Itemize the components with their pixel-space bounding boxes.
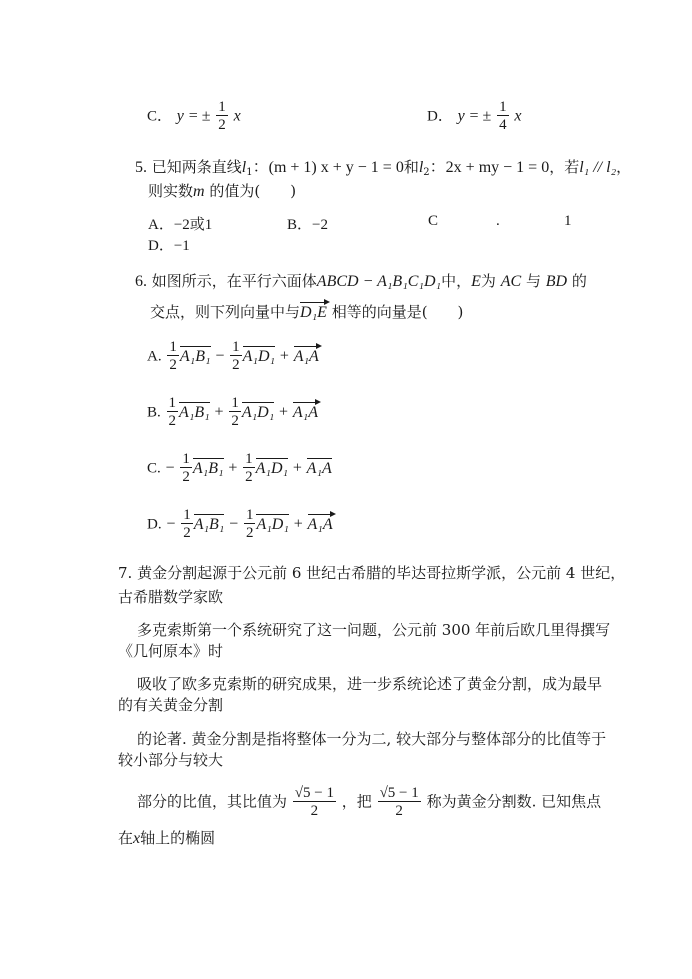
paragraph-text: ，把 — [341, 792, 372, 811]
vector: A₁B₁ — [179, 403, 210, 421]
math-var: x — [514, 107, 522, 125]
fraction: $\frac{1}{4}$ — [499, 99, 507, 133]
math-var: l — [241, 159, 247, 176]
question-text: 为 — [480, 272, 496, 290]
sign: + — [228, 459, 238, 477]
vector: A₁B₁ — [179, 347, 211, 365]
vector: A₁B₁ — [193, 515, 225, 533]
option-label: D． — [427, 108, 453, 125]
math-op: = ± — [188, 107, 211, 125]
question-text: 和 — [403, 158, 419, 176]
math-var: y — [176, 107, 184, 125]
math-var: x — [133, 830, 141, 847]
question-text: 中， — [441, 272, 472, 290]
q6-stem-line1 — [135, 270, 587, 291]
fraction: $\frac{√5 - 1}{2}$ — [294, 785, 334, 819]
option-label: D. — [147, 516, 162, 533]
q7-line9 — [137, 786, 601, 819]
sign: − — [166, 515, 176, 533]
sign: + — [293, 515, 303, 533]
q6-option-c — [147, 452, 332, 485]
fraction: $\frac{1}{2}$ — [218, 99, 226, 133]
vector: A₁A — [307, 515, 333, 533]
fraction: $\frac{1}{2}$ — [232, 339, 240, 373]
fraction: $\frac{1}{2}$ — [245, 507, 254, 541]
question-text: 则实数 — [148, 182, 194, 200]
question-text: 的 — [571, 272, 587, 290]
q5-stem-line2 — [148, 180, 296, 201]
q6-stem-line2 — [150, 301, 463, 322]
math-expr: ABCD − A₁B₁C₁D₁ — [316, 273, 442, 290]
q7-line6: 的有关黄金分割 — [118, 696, 224, 714]
vector: A₁D₁ — [241, 403, 275, 421]
q5-option-c-value: 1 — [564, 213, 572, 229]
sign: + — [214, 403, 224, 421]
vector: A₁D₁ — [242, 347, 276, 365]
question-number: 5. — [135, 159, 147, 176]
fraction: $\frac{1}{2}$ — [231, 395, 239, 429]
q7-line10 — [118, 826, 215, 851]
q6-option-b — [147, 396, 318, 429]
sign: + — [292, 459, 302, 477]
fraction: $\frac{1}{2}$ — [245, 451, 253, 485]
q5-option-c-dot: . — [496, 213, 500, 229]
q7-line7: 的论著. 黄金分割是指将整体一分为二, 较大部分与整体部分的比值等于 — [137, 730, 607, 748]
sign: − — [229, 515, 239, 533]
fraction: $\frac{1}{2}$ — [169, 339, 177, 373]
math-expr: ：(m + 1) x + y − 1 = 0 — [252, 159, 404, 176]
fraction: $\frac{1}{2}$ — [182, 451, 190, 485]
q7-line8: 较小部分与较大 — [118, 751, 224, 769]
math-var: m — [193, 183, 205, 200]
sign: − — [165, 459, 175, 477]
option-label: C. — [147, 460, 161, 477]
q7-line2: 古希腊数学家欧 — [118, 588, 224, 606]
vector: A₁A — [293, 347, 319, 365]
math-var: l — [418, 159, 424, 176]
math-expr: ：2x + my − 1 = 0 — [429, 159, 550, 176]
q7-line1: 7. 黄金分割起源于公元前 6 世纪古希腊的毕达哥拉斯学派，公元前 4 世纪， — [118, 564, 626, 582]
question-number: 6. — [135, 273, 147, 290]
fraction: $\frac{1}{2}$ — [168, 395, 177, 429]
question-text: 相等的向量是( ) — [331, 303, 464, 321]
math-var: AC — [500, 273, 522, 290]
fraction: $\frac{√5 - 1}{2}$ — [379, 785, 419, 819]
q5-option-b: B．−2 — [287, 217, 328, 233]
math-var: E — [471, 273, 481, 290]
vector: A₁A — [306, 459, 332, 477]
option-label: B. — [147, 404, 161, 421]
q4-option-c — [147, 100, 241, 133]
sign: + — [279, 347, 289, 365]
q5-option-d: D．−1 — [148, 238, 190, 254]
q7-line5: 吸收了欧多克索斯的研究成果，进一步系统论述了黄金分割，成为最早 — [137, 675, 603, 693]
q7-line3: 多克索斯第一个系统研究了这一问题，公元前 300 年前后欧几里得撰写 — [137, 621, 611, 639]
paragraph-text: 部分的比值，其比值为 — [137, 792, 288, 811]
question-text: ，若 — [549, 158, 580, 176]
question-text: 交点，则下列向量中与 — [150, 303, 301, 321]
vector: A₁A — [292, 403, 318, 421]
question-text: 与 — [525, 272, 541, 290]
paragraph-text: 在 — [118, 829, 134, 847]
q6-option-a — [147, 340, 319, 373]
question-text: 如图所示，在平行六面体 — [151, 272, 317, 290]
option-label: A. — [147, 348, 162, 365]
sign: − — [215, 347, 225, 365]
math-var: BD — [545, 273, 568, 290]
question-text: ， — [616, 158, 632, 176]
math-expr: l₁ // l₂ — [579, 159, 617, 176]
q5-option-c-label: C — [428, 213, 439, 229]
math-var: y — [457, 107, 465, 125]
vector: D₁E — [300, 304, 327, 321]
q4-option-d — [427, 100, 522, 133]
q5-option-a: A．−2或1 — [148, 217, 213, 233]
paragraph-text: 称为黄金分割数. 已知焦点 — [426, 792, 602, 811]
vector: A₁B₁ — [192, 459, 224, 477]
q6-option-d — [147, 508, 333, 541]
q7-line4: 《几何原本》时 — [118, 642, 224, 660]
question-text: 已知两条直线 — [151, 158, 242, 176]
vector: A₁D₁ — [255, 459, 289, 477]
math-var: x — [233, 107, 241, 125]
sign: + — [279, 403, 289, 421]
paragraph-text: 轴上的椭圆 — [140, 829, 216, 847]
question-text: 的值为( ) — [204, 182, 297, 200]
q5-stem-line1: 5. 已知两条直线$l_1$：(m + 1) x + y − 1 = 0和$l_2$：2x + my − 1 = 0，若l₁ // l₂， — [135, 158, 632, 178]
vector: A₁D₁ — [256, 515, 289, 533]
option-label: C． — [147, 108, 173, 125]
math-op: = ± — [469, 107, 492, 125]
fraction: $\frac{1}{2}$ — [183, 507, 191, 541]
